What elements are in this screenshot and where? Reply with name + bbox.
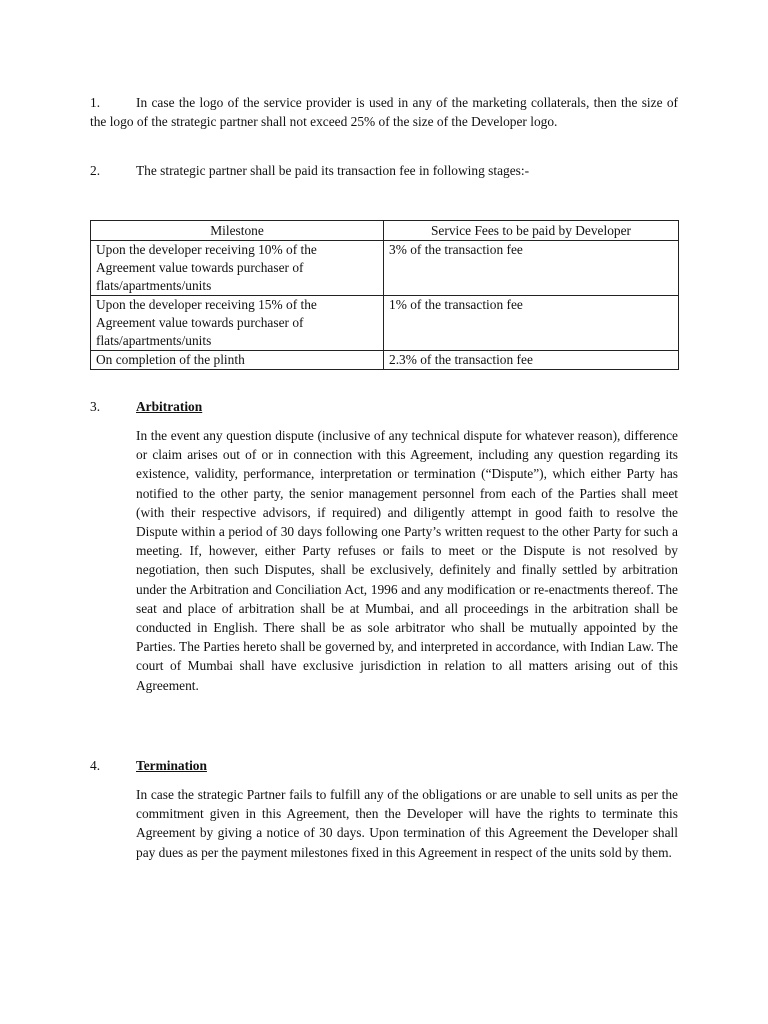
table-cell-fee: 1% of the transaction fee bbox=[384, 296, 679, 351]
clause-1-text: In case the logo of the service provider is used in any of the marketing collaterals, then the size of the logo of the strategic partner shall not exceed 25% of the size of the Developer logo. bbox=[90, 95, 678, 130]
table-header-service-fees: Service Fees to be paid by Developer bbox=[384, 221, 679, 241]
table-row bbox=[91, 351, 679, 370]
clause-3-heading: Arbitration bbox=[136, 399, 203, 414]
table-cell-fee: 3% of the transaction fee bbox=[384, 241, 679, 296]
clause-3-text: In the event any question dispute (inclusive of any technical dispute for whatever reason), difference or claim arises out of or in connection with this Agreement, including any question regarding its existence, validity, performance, interpretation or termination (“Dispute”), which either Party has notified to the other party, the senior management personnel from each of the Parties shall meet (with their respective advisors, if required) and diligently attempt in good faith to resolve the Dispute within a period of 30 days following one Party’s written request to the other Party for such a meeting. If, however, either Party refuses or fails to meet or the Dispute is not resolved by negotiation, then such Disputes, shall be exclusively, definitely and finally settled by arbitration under the Arbitration and Conciliation Act, 1996 and any modification or re-enactments thereof. The seat and place of arbitration shall be at Mumbai, and all proceedings in the arbitration shall be conducted in English. There shall be as sole arbitrator who shall be mutually appointed by the Parties. The Parties hereto shall be governed by, and interpreted in accordance, with Indian Law. The court of Mumbai shall have exclusive jurisdiction in relation to all matters arising out of this Agreement. bbox=[136, 428, 678, 693]
table-row bbox=[91, 296, 679, 351]
clause-2-text: The strategic partner shall be paid its transaction fee in following stages:- bbox=[136, 163, 530, 178]
clause-4-number: 4. bbox=[90, 758, 101, 773]
table-cell-milestone: On completion of the plinth bbox=[91, 351, 384, 370]
clause-2-number: 2. bbox=[90, 163, 101, 178]
table-cell-fee: 2.3% of the transaction fee bbox=[384, 351, 679, 370]
clause-3-number: 3. bbox=[90, 399, 101, 414]
clause-1-number: 1. bbox=[90, 95, 101, 110]
clause-4-heading: Termination bbox=[136, 758, 207, 773]
clause-1 bbox=[90, 93, 678, 131]
table-cell-milestone: Upon the developer receiving 15% of the Agreement value towards purchaser of flats/apartments/units bbox=[91, 296, 384, 351]
table-cell-milestone: Upon the developer receiving 10% of the Agreement value towards purchaser of flats/apartments/units bbox=[91, 241, 384, 296]
table-header-row bbox=[91, 221, 679, 241]
fee-table bbox=[90, 220, 679, 370]
table-header-milestone: Milestone bbox=[91, 221, 384, 241]
clause-4-text: In case the strategic Partner fails to fulfill any of the obligations or are unable to sell units as per the commitment given in this Agreement, then the Developer will have the rights to terminate this Agreement by giving a notice of 30 days. Upon termination of this Agreement the Developer shall pay dues as per the payment milestones fixed in this Agreement in respect of the units sold by them. bbox=[136, 787, 678, 860]
table-row bbox=[91, 241, 679, 296]
